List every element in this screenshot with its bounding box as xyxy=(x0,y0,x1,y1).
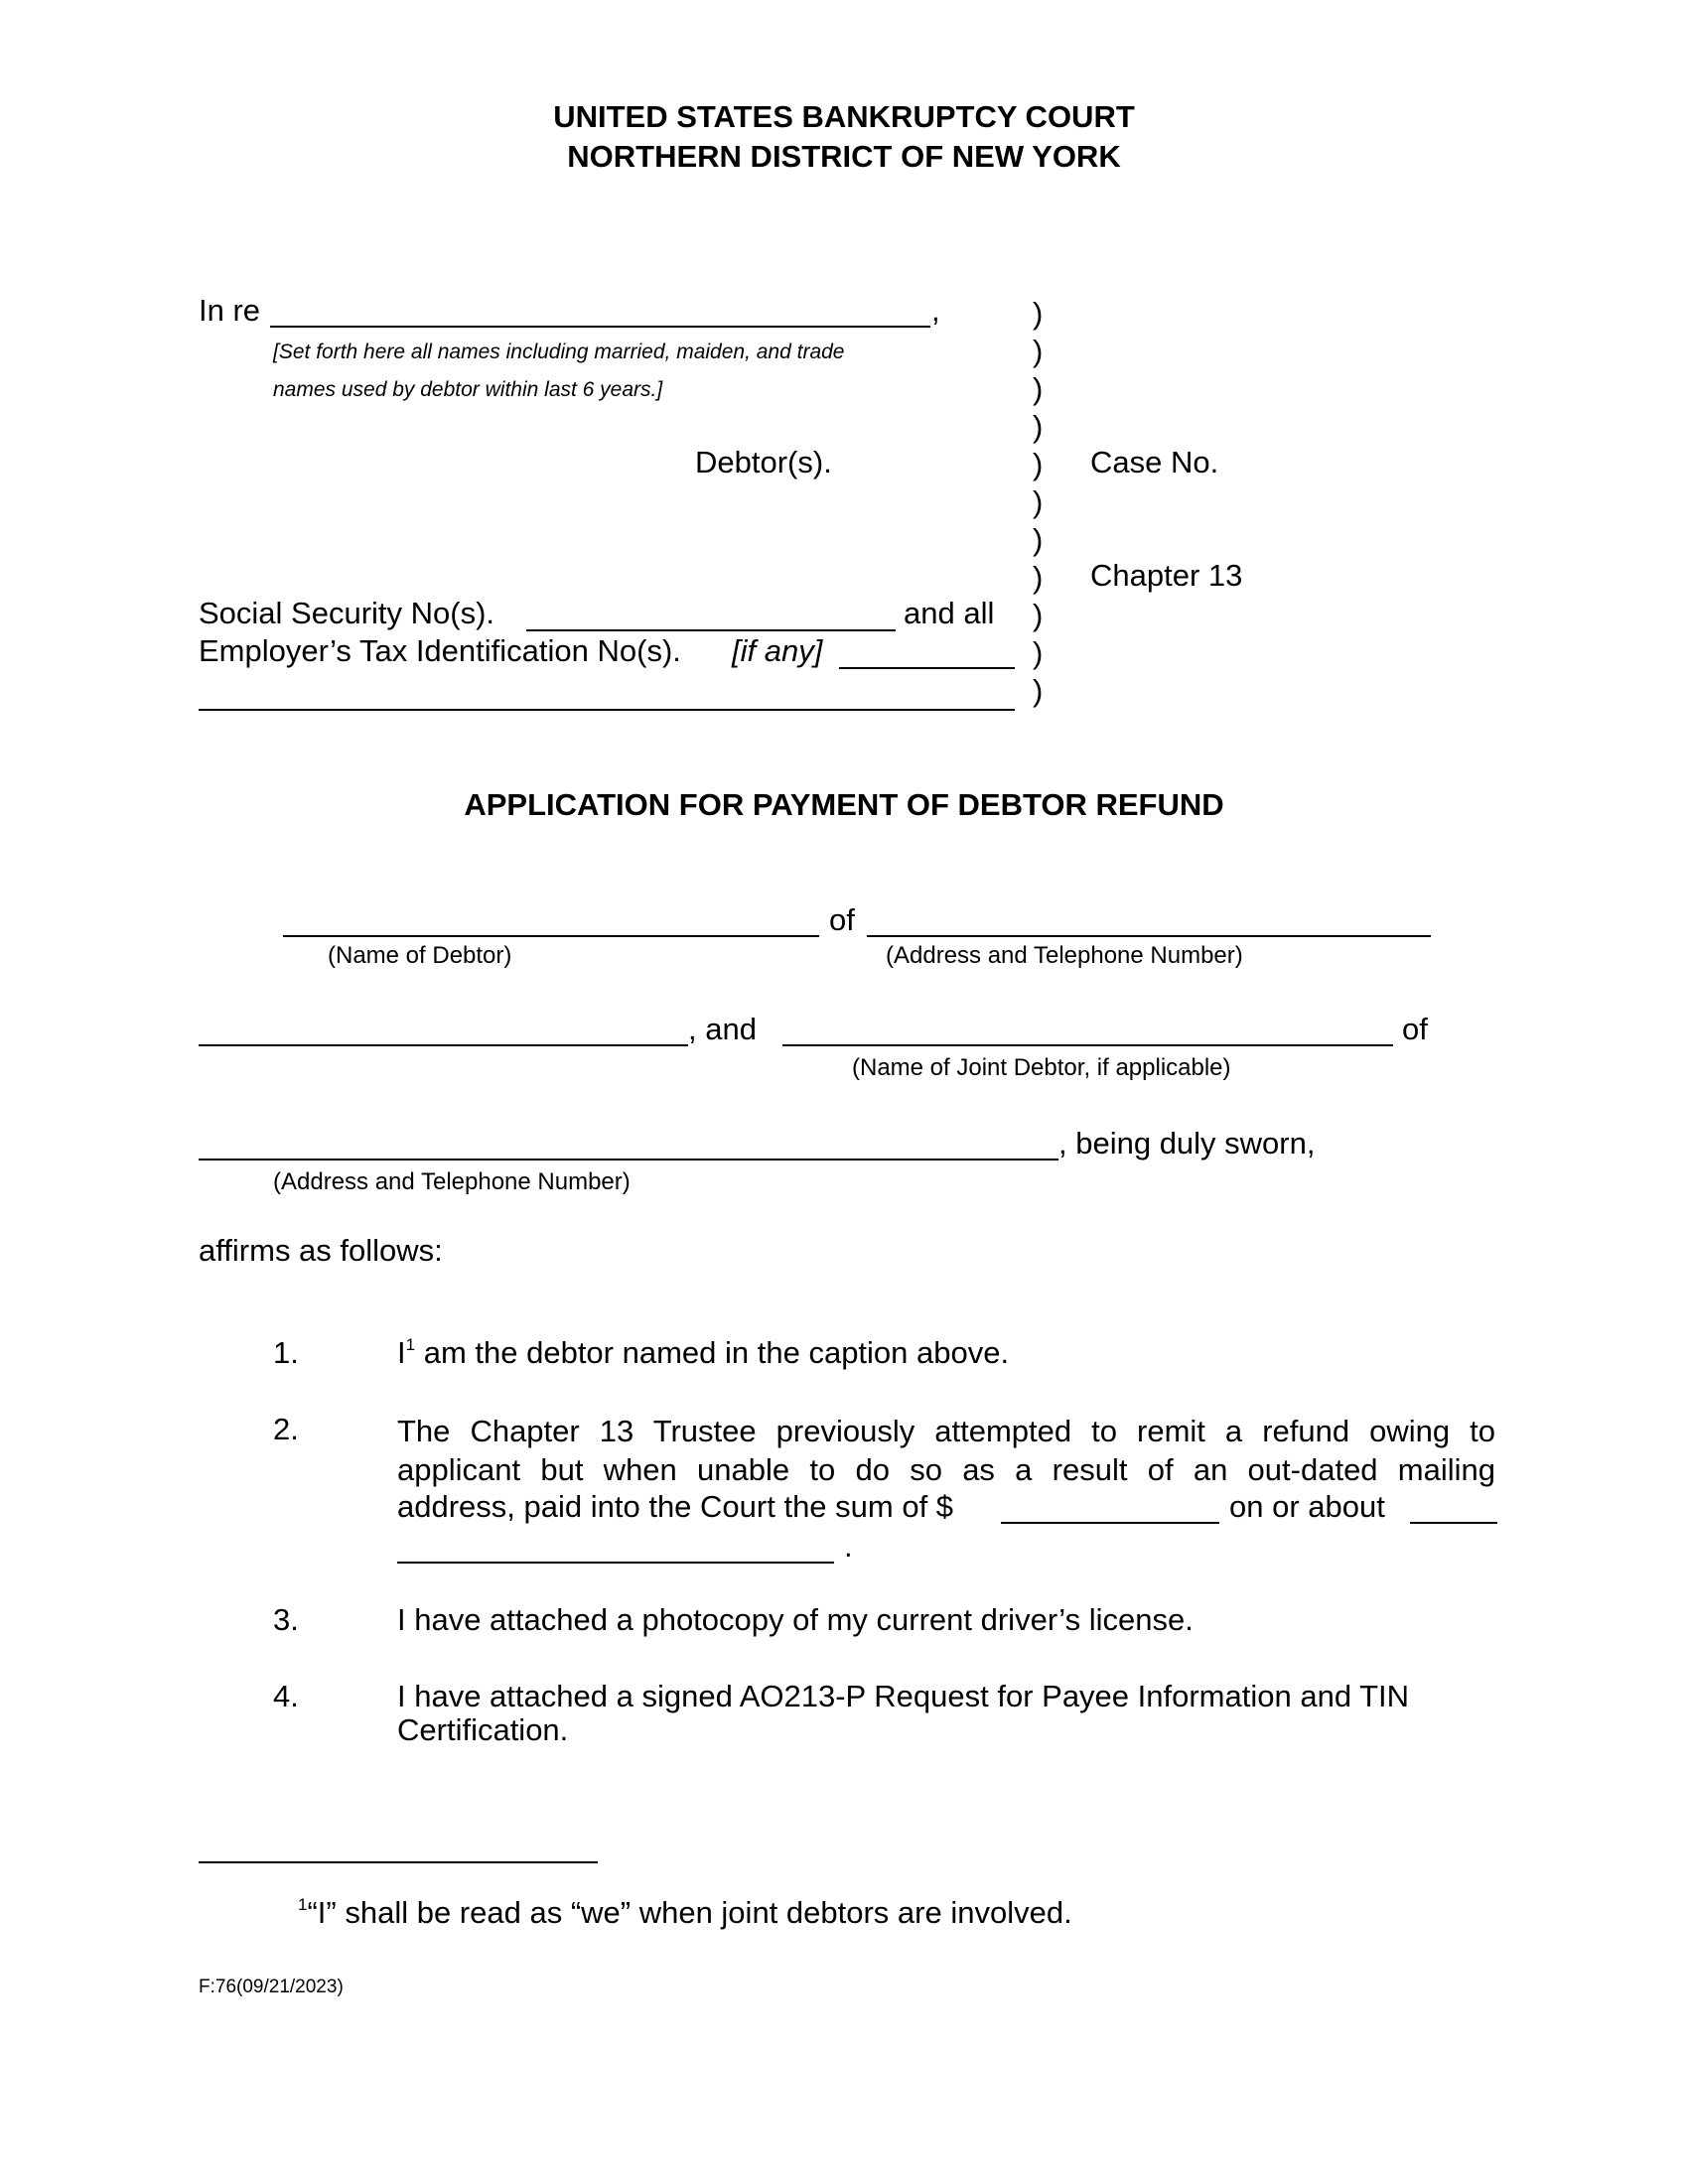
item-2-line3: address, paid into the Court the sum of $ xyxy=(397,1489,954,1524)
ssn-label: Social Security No(s). xyxy=(199,596,495,630)
item-2-period: . xyxy=(844,1529,853,1564)
caption-paren: ) xyxy=(1033,484,1044,519)
debtor-address-field-continued[interactable] xyxy=(199,1044,688,1046)
joint-debtor-address-field[interactable] xyxy=(199,1159,1058,1160)
item-2-line2: applicant but when unable to do so as a result of an out-dated mailing xyxy=(397,1452,1495,1487)
refund-date-field[interactable] xyxy=(1410,1522,1497,1524)
caption-paren: ) xyxy=(1033,522,1044,557)
caption-paren: ) xyxy=(1033,447,1044,481)
being-duly-sworn: , being duly sworn, xyxy=(1058,1126,1316,1160)
affirms-label: affirms as follows: xyxy=(199,1233,443,1268)
joint-debtor-caption: (Name of Joint Debtor, if applicable) xyxy=(852,1054,1231,1081)
of-label-joint: of xyxy=(1402,1012,1428,1046)
chapter-label: Chapter 13 xyxy=(1090,558,1243,593)
caption-paren: ) xyxy=(1033,560,1044,595)
if-any-label: [if any] xyxy=(732,633,823,668)
item-1-text: $I^1$ am the debtor named in the caption above. xyxy=(397,1335,1010,1370)
and-label: , and xyxy=(688,1012,757,1046)
refund-amount-field[interactable] xyxy=(1001,1522,1219,1524)
name-of-debtor-caption: (Name of Debtor) xyxy=(328,942,512,969)
ein-field[interactable] xyxy=(839,667,1015,669)
debtor-address-field[interactable] xyxy=(867,935,1431,937)
in-re-label: In re xyxy=(199,293,261,328)
court-name: UNITED STATES BANKRUPTCY COURT xyxy=(553,99,1135,134)
ein-field-continued[interactable] xyxy=(199,709,1015,711)
of-label: of xyxy=(829,902,855,937)
form-id: F:76(09/21/2023) xyxy=(199,1977,344,1997)
item-number: 2. xyxy=(273,1412,299,1446)
item-number: 4. xyxy=(273,1679,299,1713)
caption-paren: ) xyxy=(1033,296,1044,331)
caption-paren: ) xyxy=(1033,598,1044,632)
item-number: 3. xyxy=(273,1602,299,1637)
item-4-line1: I have attached a signed AO213-P Request for Payee Information and TIN xyxy=(397,1679,1410,1713)
caption-paren: ) xyxy=(1033,409,1044,444)
caption-paren: ) xyxy=(1033,334,1044,368)
ein-label: Employer’s Tax Identification No(s). xyxy=(199,633,681,668)
caption-paren: ) xyxy=(1033,673,1044,708)
ssn-field[interactable] xyxy=(526,629,896,631)
footnote-separator xyxy=(199,1861,598,1863)
court-district: NORTHERN DISTRICT OF NEW YORK xyxy=(567,139,1121,174)
caption-paren: ) xyxy=(1033,371,1044,406)
item-4-line2: Certification. xyxy=(397,1712,569,1747)
caption-paren: ) xyxy=(1033,635,1044,670)
item-3-text: I have attached a photocopy of my current driver’s license. xyxy=(397,1602,1194,1637)
debtor-names-field[interactable] xyxy=(270,326,930,328)
in-re-comma: , xyxy=(931,293,940,328)
joint-address-caption: (Address and Telephone Number) xyxy=(273,1168,631,1195)
names-note-line2: names used by debtor within last 6 years.] xyxy=(273,378,663,401)
names-note-line1: [Set forth here all names including married, maiden, and trade xyxy=(273,341,845,363)
joint-debtor-name-field[interactable] xyxy=(782,1044,1393,1046)
debtors-label: Debtor(s). xyxy=(695,445,832,479)
item-2-line1: The Chapter 13 Trustee previously attempted to remit a refund owing to xyxy=(397,1414,1495,1448)
item-number: 1. xyxy=(273,1335,299,1370)
on-or-about-label: on or about xyxy=(1229,1489,1385,1524)
address-phone-caption: (Address and Telephone Number) xyxy=(886,942,1243,969)
application-title: APPLICATION FOR PAYMENT OF DEBTOR REFUND xyxy=(464,787,1224,822)
refund-date-field-continued[interactable] xyxy=(397,1562,834,1564)
footnote: $^1$“I” shall be read as “we” when joint debtors are involved. xyxy=(298,1895,1072,1930)
debtor-name-field[interactable] xyxy=(283,935,819,937)
case-no-label: Case No. xyxy=(1090,445,1219,479)
and-all-label: and all xyxy=(904,596,995,630)
